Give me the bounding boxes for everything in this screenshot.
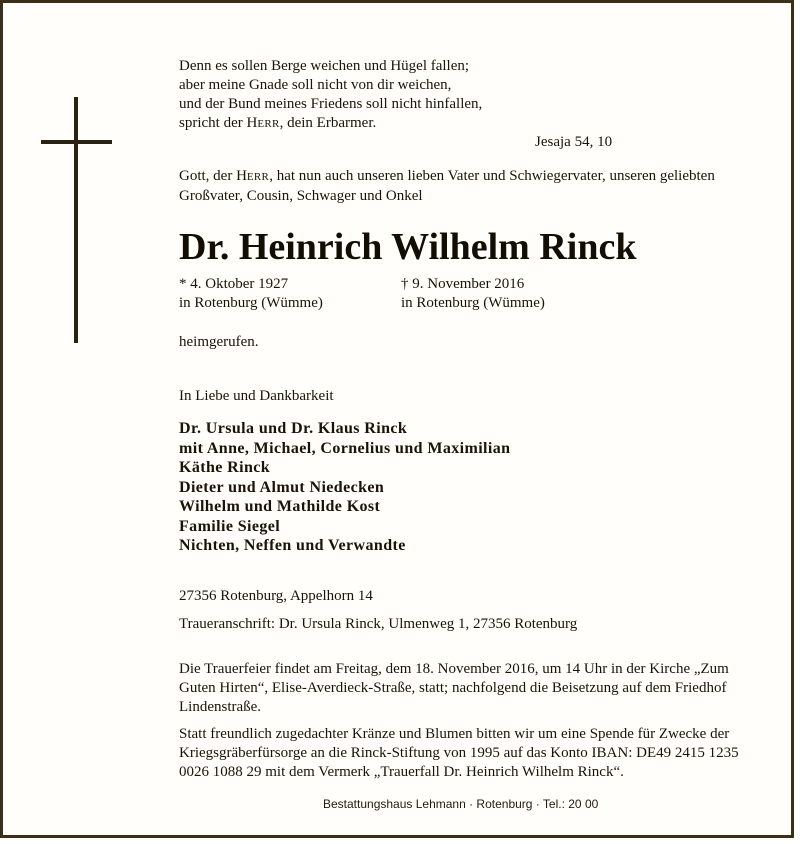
cross-horizontal-bar xyxy=(41,140,112,144)
intro-line xyxy=(179,167,715,187)
death-place: in Rotenburg (Wümme) xyxy=(401,295,545,311)
funeral-service-info xyxy=(179,660,729,717)
mourner-line: Dieter und Almut Niedecken xyxy=(179,478,385,496)
verse-line: aber meine Gnade soll nicht von dir weichen, xyxy=(179,77,452,93)
mourner-line: Dr. Ursula und Dr. Klaus Rinck xyxy=(179,420,408,437)
mourner-line: Käthe Rinck xyxy=(179,459,271,476)
donation-line: Kriegsgräberfürsorge an die Rinck-Stiftung von 1995 auf das Konto IBAN: DE49 2415 1235 xyxy=(179,745,739,761)
death-info xyxy=(401,275,545,313)
verse-text: , dein Erbarmer. xyxy=(279,115,377,131)
intro-text: Gott, der H xyxy=(179,168,247,184)
birth-date: * 4. Oktober 1927 xyxy=(179,276,289,292)
mourner-line: Wilhelm und Mathilde Kost xyxy=(179,498,381,515)
mourner-line: Familie Siegel xyxy=(179,517,281,535)
bible-verse xyxy=(179,57,482,134)
family-address: 27356 Rotenburg, Appelhorn 14 xyxy=(179,588,373,604)
verse-small-caps: ERR xyxy=(257,118,280,130)
announcement-intro xyxy=(179,167,715,206)
intro-small-caps: ERR xyxy=(246,171,270,183)
service-line: Lindenstraße. xyxy=(179,699,262,715)
birth-place: in Rotenburg (Wümme) xyxy=(179,295,323,311)
verse-text: spricht der H xyxy=(179,115,258,131)
funeral-home-footer: Bestattungshaus Lehmann · Rotenburg · Tel.: 20 00 xyxy=(323,797,599,811)
condolence-address: Traueranschrift: Dr. Ursula Rinck, Ulmenweg 1, 27356 Rotenburg xyxy=(179,616,578,632)
mourner-line: Nichten, Neffen und Verwandte xyxy=(179,537,406,554)
called-home-text: heimgerufen. xyxy=(179,334,259,350)
verse-line xyxy=(179,114,482,134)
verse-line: und der Bund meines Friedens soll nicht hinfallen, xyxy=(179,96,483,112)
donation-line: 0026 1088 29 mit dem Vermerk „Trauerfall Dr. Heinrich Wilhelm Rinck“. xyxy=(179,764,624,780)
cross-vertical-bar xyxy=(74,97,78,343)
verse-reference: Jesaja 54, 10 xyxy=(535,134,613,150)
verse-line: Denn es sollen Berge weichen und Hügel fallen; xyxy=(179,58,470,74)
birth-info xyxy=(179,275,323,313)
closing-phrase: In Liebe und Dankbarkeit xyxy=(179,388,334,404)
intro-text: , hat nun auch unseren lieben Vater und Schwiegervater, unseren geliebten xyxy=(269,168,715,184)
mourners-list xyxy=(179,419,510,556)
death-date: † 9. November 2016 xyxy=(401,276,525,292)
mourner-line: mit Anne, Michael, Cornelius und Maximilian xyxy=(179,439,511,457)
service-line: Die Trauerfeier findet am Freitag, dem 18. November 2016, um 14 Uhr in der Kirche „Zum xyxy=(179,661,729,677)
donation-request xyxy=(179,725,739,782)
intro-line: Großvater, Cousin, Schwager und Onkel xyxy=(179,188,423,204)
donation-line: Statt freundlich zugedachter Kränze und Blumen bitten wir um eine Spende für Zwecke der xyxy=(179,726,730,742)
deceased-name: Dr. Heinrich Wilhelm Rinck xyxy=(179,226,637,268)
service-line: Guten Hirten“, Elise-Averdieck-Straße, statt; nachfolgend die Beisetzung auf dem Friedhof xyxy=(179,680,727,696)
